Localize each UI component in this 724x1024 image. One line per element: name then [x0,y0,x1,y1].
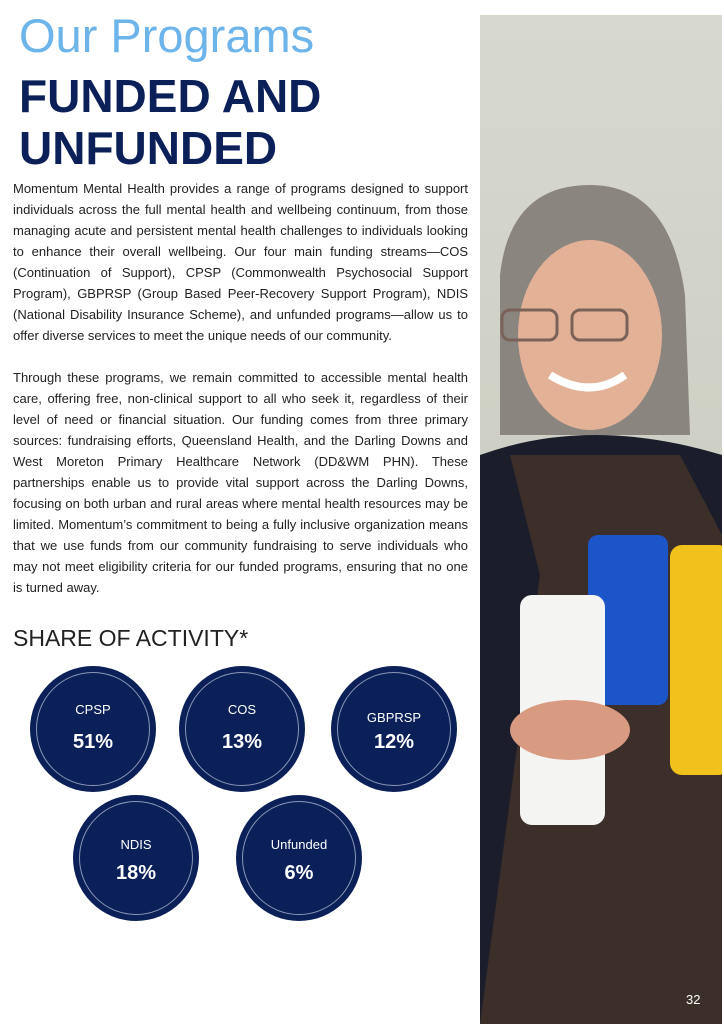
share-circle-cpsp [30,666,156,792]
share-label: NDIS [120,837,152,852]
page-number: 32 [686,992,701,1007]
photo-illustration [480,15,722,1024]
intro-paragraph: Momentum Mental Health provides a range of programs designed to support individuals across the full mental health and wellbeing continuum, from those managing acute and persistent mental health challenges to individuals looking to enhance their overall wellbeing. Our four main funding streams—COS (Continuation of Support), CPSP (Commonwealth Psychosocial Support Program), GBPRSP (Group Based Peer-Recovery Support Program), NDIS (National Disability Insurance Scheme), and unfunded programs—allow us to offer diverse services to meet the unique needs of our community. [13,181,468,343]
share-label: GBPRSP [366,710,422,725]
share-value: 13% [221,731,263,753]
funding-paragraph: Through these programs, we remain committed to accessible mental health care, offering free, non-clinical support to all who seek it, regardless of their level of need or financial situation. Our funding comes from three primary sources: fundraising efforts, Queensland Health, and the Darling Downs and West Moreton Primary Healthcare Network (DD&WM PHN). These partnerships enable us to provide vital support across the Darling Downs, focusing on both urban and rural areas where mental health resources may be limited. Momentum’s commitment to being a fully inclusive organization means that we use funds from our community fundraising to serve individuals who may not meet eligibility criteria for our funded programs, ensuring that no one is turned away. [13,370,468,595]
share-circles [13,666,468,936]
section-title: SHARE OF ACTIVITY* [13,625,249,651]
share-circle-ndis [73,795,199,921]
share-label: Unfunded [270,837,328,852]
share-value: 18% [115,862,157,884]
share-value: 12% [373,731,415,753]
volunteer-photo [480,15,722,1024]
share-value: 51% [72,731,114,753]
page-title: Our Programs [19,9,315,62]
share-circle-unfunded [236,795,362,921]
share-label: COS [227,702,257,717]
share-circle-cos [179,666,305,792]
share-label: CPSP [75,702,111,717]
content-column [13,8,468,936]
headline: FUNDED AND UNFUNDED [19,70,322,174]
share-circle-gbprsp [331,666,457,792]
share-value: 6% [284,862,314,884]
